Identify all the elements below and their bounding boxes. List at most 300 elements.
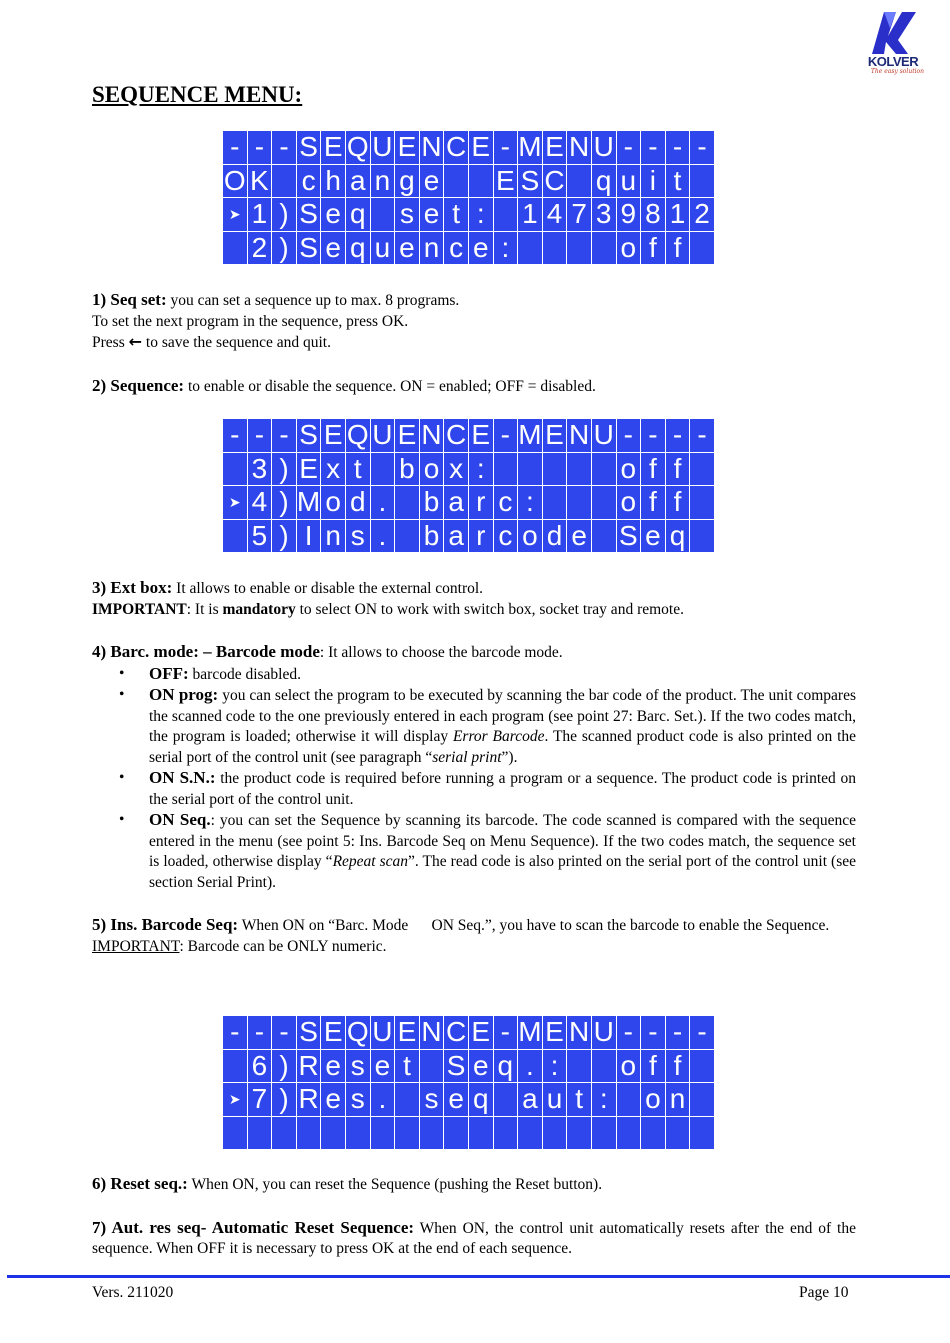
lcd-cell: - (272, 419, 297, 453)
section-ext-box (92, 578, 856, 957)
lcd-cell: - (272, 131, 297, 165)
lcd-cell: 4 (247, 486, 272, 520)
lcd-cell: b (419, 486, 444, 520)
lcd-cell: . (370, 486, 395, 520)
lcd-cell: ) (272, 519, 297, 553)
lcd-cell: . (518, 1049, 543, 1083)
lcd-cell: e (567, 519, 592, 553)
lcd-cell (493, 452, 518, 486)
lcd-cell: f (641, 231, 666, 265)
lcd-cell: g (395, 164, 420, 198)
lcd-cell: ) (272, 1049, 297, 1083)
lcd-cell: Q (346, 1016, 369, 1048)
item-text: mandatory (222, 600, 296, 618)
lcd-cell: E (321, 131, 346, 165)
lcd-cell: u (542, 1083, 567, 1117)
lcd-cell: t (345, 452, 370, 486)
lcd-cell: s (345, 519, 370, 553)
item-label: ON prog: (149, 685, 219, 704)
lcd-cell: E (542, 1016, 567, 1050)
item-text: Error Barcode (452, 728, 545, 745)
logo-tagline: The easy solution (870, 68, 924, 75)
lcd-cell: : (518, 486, 543, 520)
lcd-cell: N (419, 131, 444, 165)
lcd-cell: S (296, 131, 321, 165)
lcd-cell: q (468, 1083, 493, 1117)
lcd-cell (395, 486, 420, 520)
lcd-cell: : (493, 231, 518, 265)
lcd-cell: o (419, 452, 444, 486)
lcd-cell: - (493, 419, 518, 453)
lcd-cell (321, 1116, 346, 1150)
lcd-cell (493, 198, 518, 232)
lcd-cell: E (542, 131, 567, 165)
item-label: OFF: (149, 663, 189, 683)
lcd-cell: 1 (247, 198, 272, 232)
lcd-cell (690, 1083, 715, 1117)
lcd-cell: q (665, 519, 690, 553)
lcd-cell (518, 1116, 543, 1150)
item-text: : you can set the Sequence by scanning its barcode. The code scanned is compared with the sequence entered in the menu (see point 5: Ins. Barcode Seq on Menu Sequence). If the two codes match, the sequence set is loaded, otherwise display “ (149, 812, 856, 870)
lcd-cell: 8 (641, 198, 666, 232)
lcd-cell: 2 (247, 231, 272, 265)
lcd-cell: E (542, 419, 567, 453)
lcd-cell: M (518, 419, 542, 451)
lcd-cell: C (444, 131, 469, 165)
lcd-cell: E (395, 131, 420, 165)
lcd-cell: E (395, 1016, 420, 1050)
lcd-cell: x (321, 452, 346, 486)
lcd-cell (690, 1049, 715, 1083)
item-text: To set the next program in the sequence, press OK. (92, 312, 409, 330)
important-label: IMPORTANT (92, 937, 180, 955)
lcd-cell: f (641, 486, 666, 520)
lcd-cell: r (468, 486, 493, 520)
lcd-cell: R (296, 1083, 321, 1117)
lcd-cell: o (616, 231, 641, 265)
item-label: 6) Reset seq.: (92, 1174, 188, 1193)
lcd-cell: - (690, 131, 715, 165)
lcd-cell: U (591, 1016, 616, 1050)
lcd-cell (468, 1116, 493, 1150)
item-text: barcode disabled. (192, 665, 301, 683)
lcd-cell (591, 1116, 616, 1150)
lcd-cell: 4 (542, 198, 567, 232)
lcd-cell: - (272, 1016, 297, 1050)
lcd-cell (444, 1116, 469, 1150)
important-label: IMPORTANT (92, 600, 187, 618)
lcd-cell: e (370, 1049, 395, 1083)
lcd-row (223, 419, 715, 453)
list-item: • OFF: barcode disabled. (119, 663, 301, 683)
lcd-cell (345, 1116, 370, 1150)
lcd-cell: e (321, 1083, 346, 1117)
lcd-cell: 3 (591, 198, 616, 232)
lcd-cell (370, 452, 395, 486)
lcd-row (223, 164, 715, 198)
lcd-cell: 1 (518, 198, 543, 232)
lcd-cell: - (641, 1016, 666, 1050)
item-label: 2) Sequence: (92, 375, 185, 395)
lcd-cell: N (567, 419, 592, 453)
lcd-cell: U (370, 131, 395, 165)
lcd-cell: d (345, 486, 370, 520)
lcd-cell: x (444, 452, 469, 486)
lcd-cell: - (641, 131, 666, 165)
lcd-cell: 2 (690, 198, 715, 232)
lcd-cell: f (665, 1049, 690, 1083)
item-text: to save the sequence and quit. (145, 334, 331, 351)
lcd-cell: E (468, 131, 493, 165)
lcd-cell: C (444, 419, 469, 453)
lcd-cell: ) (272, 452, 297, 486)
lcd-cell: - (616, 419, 641, 453)
kolver-logo-mark (862, 6, 922, 56)
lcd-cell (518, 231, 543, 265)
lcd-cell: E (468, 1016, 493, 1050)
logo-brand: KOLVER (867, 54, 919, 69)
lcd-cell (223, 231, 248, 265)
lcd-cell: o (616, 1049, 641, 1083)
lcd-row (223, 1116, 715, 1150)
lcd-cell (542, 1116, 567, 1150)
lcd-cell: - (641, 419, 666, 453)
item-text: When ON, you can reset the Sequence (pushing the Reset button). (191, 1176, 603, 1193)
lcd-cell: n (665, 1083, 690, 1117)
footer-divider (7, 1275, 950, 1278)
list-item: • ON prog: you can select the program to be executed by scanning the bar code of the product. The unit compares the scanned code to the one previously entered in each program (see point 27: Barc. Set.). If the two codes match, the program is loaded; otherwise it will display Error Barcode. The scanned product code is also printed on the serial port of the control unit (see paragraph “serial print”). (119, 685, 857, 766)
item-label: ON Seq. (149, 810, 211, 829)
lcd-display-1 (222, 130, 715, 265)
lcd-cell: 7 (247, 1083, 272, 1117)
lcd-cell (223, 519, 248, 553)
lcd-cell (395, 519, 420, 553)
item-text: Press (92, 334, 125, 351)
lcd-cell: ) (272, 231, 297, 265)
lcd-cell: I (296, 519, 321, 553)
item-label: 5) Ins. Barcode Seq: (92, 915, 239, 934)
lcd-cell: s (345, 1083, 370, 1117)
item-text: you can select the program to be executed by scanning the bar code of the product. The unit compares the scanned code to the one previously entered in each program (see point 27: Barc. Set.). If the two codes match, the program is loaded; otherwise it will display (149, 687, 857, 745)
lcd-cell: K (247, 164, 272, 198)
item-text: serial print (432, 748, 502, 766)
lcd-cell: a (345, 164, 370, 198)
lcd-cell: S (444, 1049, 469, 1083)
list-item: • ON S.N.: the product code is required before running a program or a sequence. The product code is printed on the serial port of the control unit. (119, 768, 856, 808)
lcd-cell: - (665, 131, 690, 165)
lcd-cell: e (419, 198, 444, 232)
lcd-cell: e (419, 164, 444, 198)
item-label: 1) Seq set: (92, 290, 167, 309)
lcd-cell (493, 1083, 518, 1117)
lcd-cell (542, 486, 567, 520)
lcd-cell: q (345, 198, 370, 232)
lcd-cell: e (321, 1049, 346, 1083)
item-text: the product code is required before running a program or a sequence. The product code is printed on the serial port of the control unit. (149, 770, 856, 808)
lcd-cell: f (665, 452, 690, 486)
lcd-cell: N (419, 419, 444, 453)
lcd-cell: : (468, 452, 493, 486)
lcd-cell: 3 (247, 452, 272, 486)
lcd-cell (395, 1116, 420, 1150)
lcd-cell (370, 198, 395, 232)
lcd-cell: n (419, 231, 444, 265)
lcd-row (223, 452, 715, 486)
item-text: Repeat scan (332, 853, 409, 870)
lcd-row (223, 231, 715, 265)
lcd-cell: a (518, 1083, 543, 1117)
lcd-cell: t (395, 1049, 420, 1083)
lcd-cell: S (296, 198, 321, 232)
lcd-cell: o (616, 452, 641, 486)
lcd-cursor-arrow-icon: ➤ (223, 198, 248, 232)
lcd-cell (567, 231, 592, 265)
lcd-cell: : (468, 198, 493, 232)
item-text: It allows to enable or disable the external control. (176, 580, 484, 597)
lcd-cell (223, 1049, 248, 1083)
lcd-cell (690, 1116, 715, 1150)
lcd-row (223, 486, 715, 520)
lcd-cell: q (591, 164, 616, 198)
lcd-cell: U (591, 131, 616, 165)
lcd-cell (690, 519, 715, 553)
item-text: to select ON to work with switch box, socket tray and remote. (295, 600, 684, 618)
lcd-cell: - (247, 419, 272, 453)
item-label: ON S.N.: (149, 768, 216, 787)
lcd-cell: E (493, 164, 518, 198)
lcd-cell: Q (346, 131, 369, 163)
lcd-cell: ) (272, 486, 297, 520)
lcd-cell: 9 (616, 198, 641, 232)
lcd-cell (493, 1116, 518, 1150)
lcd-cell: s (419, 1083, 444, 1117)
lcd-cell (690, 164, 715, 198)
lcd-cell (272, 164, 297, 198)
lcd-cell: R (296, 1049, 321, 1083)
lcd-cell (591, 452, 616, 486)
item-text: . The scanned product code is also printed on the serial port of the control unit (see paragraph “ (149, 728, 856, 766)
lcd-row (223, 1049, 715, 1083)
lcd-cell: f (665, 231, 690, 265)
lcd-cell: t (665, 164, 690, 198)
lcd-cell (591, 486, 616, 520)
item-text: ”). (501, 748, 518, 766)
lcd-display-2 (222, 418, 715, 553)
lcd-cell: q (493, 1049, 518, 1083)
kolver-logo (862, 6, 922, 78)
lcd-cell: f (665, 486, 690, 520)
lcd-cell: ) (272, 198, 297, 232)
lcd-cell: - (616, 131, 641, 165)
lcd-cell: c (296, 164, 321, 198)
lcd-cell: E (321, 1016, 346, 1050)
lcd-cell: U (370, 419, 395, 453)
lcd-cell (567, 1049, 592, 1083)
lcd-display-3 (222, 1015, 715, 1150)
lcd-cell: e (321, 231, 346, 265)
lcd-cell (518, 452, 543, 486)
lcd-cell: o (518, 519, 543, 553)
lcd-cell (468, 164, 493, 198)
lcd-cell: C (542, 164, 567, 198)
lcd-cell: - (690, 1016, 715, 1050)
item-text: : It allows to choose the barcode mode. (319, 644, 563, 661)
lcd-cell: S (296, 419, 321, 453)
lcd-cell (567, 164, 592, 198)
lcd-cell (223, 452, 248, 486)
lcd-cell: 7 (567, 198, 592, 232)
lcd-cell: M (518, 1016, 542, 1048)
lcd-cell: q (345, 231, 370, 265)
lcd-cell: U (370, 1016, 395, 1050)
lcd-cell: - (223, 131, 248, 165)
lcd-cell: o (641, 1083, 666, 1117)
item-text: When ON on “Barc. Mode ON Seq.”, you have to scan the barcode to enable the Sequence. (241, 917, 830, 934)
lcd-cell: S (518, 164, 543, 198)
lcd-cell: e (468, 231, 493, 265)
lcd-cell: E (395, 419, 420, 453)
lcd-cell: h (321, 164, 346, 198)
lcd-cell: e (641, 519, 666, 553)
lcd-cell: e (395, 231, 420, 265)
lcd-cell: 5 (247, 519, 272, 553)
lcd-cell: e (321, 198, 346, 232)
lcd-cell: n (370, 164, 395, 198)
lcd-cell: S (296, 231, 321, 265)
lcd-cell (616, 1083, 641, 1117)
lcd-cell: - (665, 1016, 690, 1050)
lcd-cursor-arrow-icon: ➤ (223, 1083, 248, 1117)
lcd-cell: E (296, 452, 321, 486)
lcd-cell: - (247, 131, 272, 165)
lcd-cell: N (567, 1016, 592, 1050)
lcd-cell: b (395, 452, 420, 486)
lcd-cell: - (493, 1016, 518, 1050)
item-text: When ON, the control unit automatically resets after the end of the sequence. When OFF it is necessary to press OK at the end of each sequence. (92, 1219, 856, 1257)
lcd-cell (542, 452, 567, 486)
lcd-cell (567, 486, 592, 520)
lcd-row (223, 1083, 715, 1117)
lcd-cell: f (641, 1049, 666, 1083)
lcd-cell (665, 1116, 690, 1150)
lcd-cell: E (468, 419, 493, 453)
lcd-cell: 6 (247, 1049, 272, 1083)
section-reset (92, 1174, 856, 1260)
lcd-cell (591, 231, 616, 265)
lcd-cell: S (296, 1016, 321, 1050)
lcd-cell: f (641, 452, 666, 486)
lcd-cell: r (468, 519, 493, 553)
lcd-cell (616, 1116, 641, 1150)
lcd-cell (223, 1116, 248, 1150)
lcd-cell: : (591, 1083, 616, 1117)
lcd-cell: e (444, 1083, 469, 1117)
lcd-cell: . (370, 1083, 395, 1117)
lcd-cell: o (616, 486, 641, 520)
lcd-cell: U (591, 419, 616, 453)
item-label: 3) Ext box: (92, 578, 173, 597)
lcd-cell: t (444, 198, 469, 232)
lcd-cell (419, 1049, 444, 1083)
lcd-cell (272, 1116, 297, 1150)
lcd-cell (542, 231, 567, 265)
lcd-cell (296, 1116, 321, 1150)
lcd-cell: N (567, 131, 592, 165)
lcd-cell: - (493, 131, 518, 165)
lcd-cell: - (247, 1016, 272, 1050)
left-arrow-icon: ← (128, 332, 143, 351)
lcd-cell: E (321, 419, 346, 453)
lcd-cell: M (518, 131, 542, 163)
lcd-cell: C (444, 1016, 469, 1050)
lcd-cell (395, 1083, 420, 1117)
lcd-cell: n (321, 519, 346, 553)
item-label: 7) Aut. res seq- Automatic Reset Sequence: (92, 1217, 415, 1237)
lcd-cell (247, 1116, 272, 1150)
lcd-cell (567, 1116, 592, 1150)
lcd-cell: a (444, 486, 469, 520)
lcd-cell (370, 1116, 395, 1150)
item-text: : Barcode can be ONLY numeric. (179, 937, 387, 955)
list-item: • ON Seq.: you can set the Sequence by scanning its barcode. The code scanned is compared with the sequence entered in the menu (see point 5: Ins. Barcode Seq on Menu Sequence). If the two codes match, the sequence set is loaded, otherwise display “Repeat scan”. The read code is also printed on the serial port of the control unit (see section Serial Print). (119, 810, 856, 891)
item-label: 4) Barc. mode: – Barcode mode (92, 642, 320, 661)
lcd-cell (690, 452, 715, 486)
lcd-cell: e (468, 1049, 493, 1083)
lcd-cell: - (223, 419, 248, 453)
lcd-cell: a (444, 519, 469, 553)
lcd-cell (591, 1049, 616, 1083)
lcd-cell: d (542, 519, 567, 553)
lcd-cell: : (542, 1049, 567, 1083)
lcd-row (223, 198, 715, 232)
lcd-row (223, 1016, 715, 1050)
lcd-cell: b (419, 519, 444, 553)
lcd-cell: s (345, 1049, 370, 1083)
lcd-cell (444, 164, 469, 198)
lcd-cell: u (616, 164, 641, 198)
lcd-cell: N (419, 1016, 444, 1050)
lcd-cell (567, 452, 592, 486)
lcd-cell: . (370, 519, 395, 553)
lcd-cursor-arrow-icon: ➤ (223, 486, 248, 520)
footer-version: Vers. 211020 (92, 1284, 174, 1301)
item-text: : It is (186, 600, 223, 618)
lcd-cell: - (223, 1016, 248, 1050)
lcd-cell: - (690, 419, 715, 453)
item-text: to enable or disable the sequence. ON = enabled; OFF = disabled. (187, 377, 596, 395)
lcd-cell (690, 486, 715, 520)
lcd-row (223, 131, 715, 165)
item-text: ”. The read code is also printed on the serial port of the control unit (see section Serial Print). (149, 853, 856, 891)
lcd-cell: O (223, 164, 246, 196)
lcd-cell: - (665, 419, 690, 453)
lcd-cell (591, 519, 616, 553)
lcd-cell: 1 (665, 198, 690, 232)
lcd-cell: s (395, 198, 420, 232)
lcd-cell: c (444, 231, 469, 265)
lcd-cell: u (370, 231, 395, 265)
item-text: you can set a sequence up to max. 8 programs. (170, 292, 460, 309)
lcd-cell: c (493, 486, 518, 520)
page-title: SEQUENCE MENU: (92, 82, 303, 107)
lcd-cell: M (296, 486, 321, 518)
lcd-cell: i (641, 164, 666, 198)
lcd-cell: ) (272, 1083, 297, 1117)
lcd-cell: t (567, 1083, 592, 1117)
lcd-cell: o (321, 486, 346, 520)
lcd-cell: Q (346, 419, 369, 451)
lcd-cell (419, 1116, 444, 1150)
